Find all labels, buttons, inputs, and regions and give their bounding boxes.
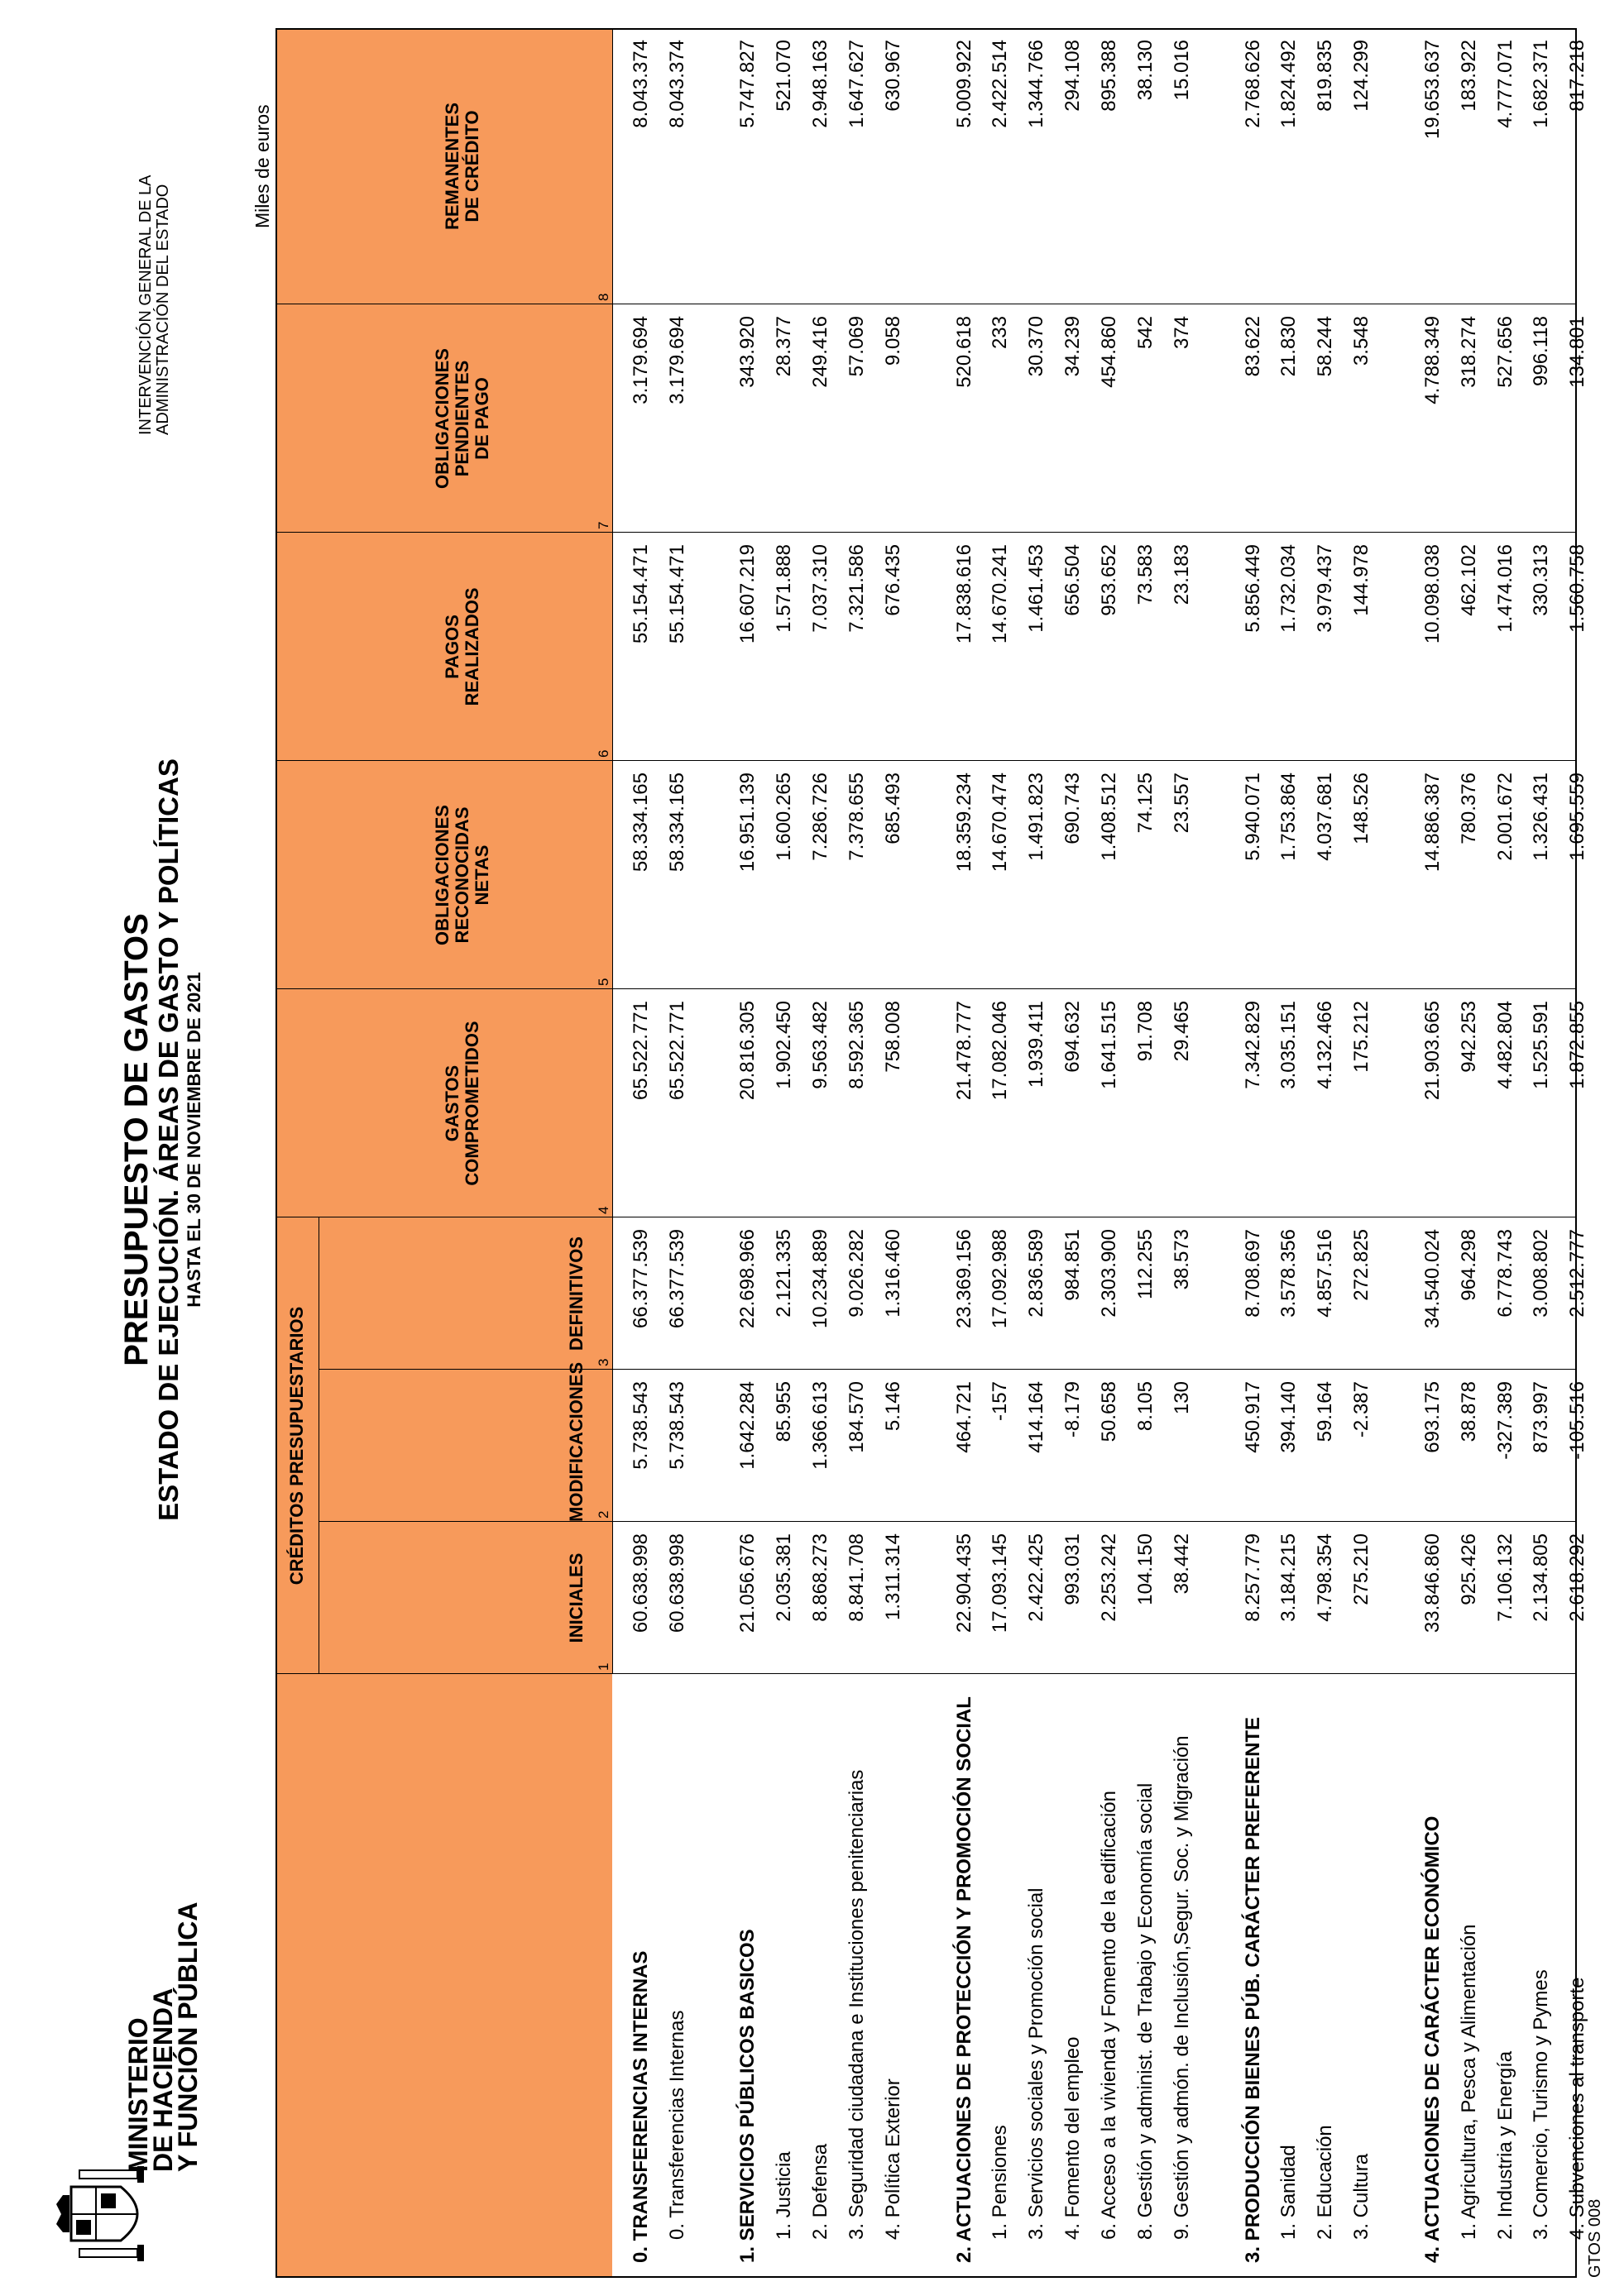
row-value-col-6: 10.098.038 [1421,544,1444,644]
row-value-col-4: 1.872.855 [1566,1001,1588,1089]
row-value-col-8: 1.344.766 [1025,40,1047,128]
row-value-col-4: 4.132.466 [1314,1001,1336,1089]
row-label: 2. ACTUACIONES DE PROTECCIÓN Y PROMOCIÓN SOCIAL [953,1696,975,2263]
row-value-col-5: 780.376 [1458,773,1480,844]
row-label: 4. Fomento del empleo [1061,2036,1084,2240]
row-value-col-1: 1.311.314 [882,1533,904,1620]
row-value-col-5: 1.753.864 [1277,773,1300,861]
row-value-col-4: 29.465 [1171,1001,1193,1062]
ministry-line-1: MINISTERIO [123,2017,153,2172]
row-value-col-5: 690.743 [1061,773,1084,844]
row-value-col-7: 4.788.349 [1421,316,1444,404]
header-pendientes-line-1: OBLIGACIONES [432,348,453,489]
table-row [1271,30,1307,2276]
row-value-col-2: 5.738.543 [666,1381,688,1470]
row-label: 3. Servicios sociales y Promoción social [1025,1887,1047,2240]
row-value-col-6: 1.461.453 [1025,544,1047,633]
row-value-col-5: 1.491.823 [1025,773,1047,861]
row-value-col-4: 20.816.305 [736,1001,759,1101]
col-number-4: 4 [596,1206,611,1214]
row-label: 4. Política Exterior [882,2078,904,2240]
row-value-col-6: 17.838.616 [953,544,975,644]
row-value-col-6: 23.183 [1171,544,1193,605]
row-value-col-7: 57.069 [846,316,868,377]
row-value-col-4: 942.253 [1458,1001,1480,1073]
row-value-col-6: 7.321.586 [846,544,868,633]
row-value-col-4: 65.522.771 [630,1001,652,1101]
row-value-col-2: 50.658 [1098,1381,1120,1442]
row-value-col-7: 21.830 [1277,316,1300,377]
row-value-col-2: 394.140 [1277,1381,1300,1453]
row-value-col-1: 3.184.215 [1277,1533,1300,1622]
row-value-col-7: 9.058 [882,316,904,366]
row-value-col-4: 21.903.665 [1421,1001,1444,1101]
row-value-col-4: 65.522.771 [666,1001,688,1101]
row-value-col-4: 8.592.365 [846,1001,868,1089]
table-row [839,30,875,2276]
row-value-col-1: 8.257.779 [1242,1533,1264,1622]
row-value-col-2: 5.146 [882,1381,904,1432]
row-value-col-5: 5.940.071 [1242,773,1264,861]
row-value-col-7: 3.179.694 [666,316,688,404]
report-subtitle: ESTADO DE EJECUCIÓN. ÁREAS DE GASTO Y POLÍTICAS [153,758,184,1521]
row-value-col-5: 1.600.265 [773,773,795,861]
row-value-col-3: 4.857.516 [1314,1229,1336,1318]
row-value-col-6: 656.504 [1061,544,1084,616]
header-iniciales: INICIALES [566,1552,587,1643]
row-value-col-2: -2.387 [1350,1381,1372,1438]
row-value-col-6: 73.583 [1134,544,1157,605]
row-label: 0. Transferencias Internas [666,2010,688,2240]
row-value-col-2: 1.366.613 [809,1381,831,1470]
row-value-col-7: 249.416 [809,316,831,388]
row-value-col-3: 17.092.988 [989,1229,1011,1329]
header-remanentes-line-1: REMANENTES [442,103,462,231]
table-row [1307,30,1344,2276]
row-value-col-2: 59.164 [1314,1381,1336,1442]
row-value-col-7: 520.618 [953,316,975,388]
table-row [1415,30,1451,2276]
row-value-col-7: 34.239 [1061,316,1084,377]
agency-line-1: INTERVENCIÓN GENERAL DE LA [137,175,155,435]
table-row [1164,30,1200,2276]
row-value-col-4: 1.902.450 [773,1001,795,1089]
row-value-col-4: 758.008 [882,1001,904,1073]
row-label: 3. Seguridad ciudadana e Instituciones penitenciarias [846,1769,868,2240]
row-value-col-5: 23.557 [1171,773,1193,834]
row-value-col-3: 34.540.024 [1421,1229,1444,1329]
row-value-col-8: 2.422.514 [989,40,1011,128]
table-row [766,30,802,2276]
row-value-col-6: 330.313 [1530,544,1552,616]
budget-table [275,28,1588,2278]
report-date: HASTA EL 30 DE NOVIEMBRE DE 2021 [184,972,204,1308]
row-value-col-4: 3.035.151 [1277,1001,1300,1089]
row-value-col-8: 2.948.163 [809,40,831,128]
row-value-col-4: 91.708 [1134,1001,1157,1062]
row-value-col-5: 1.326.431 [1530,773,1552,861]
row-value-col-2: 8.105 [1134,1381,1157,1432]
row-value-col-8: 5.009.922 [953,40,975,128]
row-value-col-1: 275.210 [1350,1533,1372,1605]
header-obligaciones-line-3: NETAS [472,844,492,906]
agency-name [137,175,172,435]
header-obligaciones [433,761,492,989]
row-value-col-7: 542 [1134,316,1157,350]
row-value-col-3: 38.573 [1171,1229,1193,1290]
row-value-col-3: 23.369.156 [953,1229,975,1329]
row-value-col-1: 17.093.145 [989,1533,1011,1634]
row-value-col-5: 1.408.512 [1098,773,1120,861]
ministry-line-2: DE HACIENDA [148,1987,178,2172]
table-row [1451,30,1487,2276]
row-value-col-8: 15.016 [1171,40,1193,101]
row-value-col-8: 294.108 [1061,40,1084,112]
row-value-col-5: 7.286.726 [809,773,831,861]
col-number-1: 1 [596,1662,611,1671]
row-value-col-1: 2.618.292 [1566,1533,1588,1622]
row-value-col-6: 676.435 [882,544,904,616]
table-row [1523,30,1559,2276]
row-label: 0. TRANSFERENCIAS INTERNAS [630,1950,652,2263]
header-pendientes [433,304,492,533]
row-value-col-2: 414.164 [1025,1381,1047,1453]
row-value-col-8: 8.043.374 [630,40,652,128]
header-remanentes [443,28,482,304]
table-row [1055,30,1091,2276]
header-pagos-line-1: PAGOS [442,615,462,679]
row-value-col-7: 996.118 [1530,316,1552,386]
row-value-col-6: 1.571.888 [773,544,795,633]
row-value-col-6: 144.978 [1350,544,1372,616]
row-value-col-8: 895.388 [1098,40,1120,112]
row-label: 6. Acceso a la vivienda y Fomento de la edificación [1098,1791,1120,2240]
row-value-col-2: -8.179 [1061,1381,1084,1438]
header-gastos-line-2: COMPROMETIDOS [462,1021,482,1186]
row-value-col-1: 21.056.676 [736,1533,759,1634]
row-value-col-8: 521.070 [773,40,795,112]
table-row [1091,30,1128,2276]
row-value-col-6: 16.607.219 [736,544,759,644]
header-pendientes-line-2: PENDIENTES [452,360,472,477]
row-label: 1. Justicia [773,2151,795,2240]
row-value-col-1: 8.841.708 [846,1533,868,1622]
row-value-col-1: 2.035.381 [773,1533,795,1622]
row-value-col-1: 2.134.805 [1530,1533,1552,1622]
row-value-col-8: 819.835 [1314,40,1336,112]
row-value-col-2: 693.175 [1421,1381,1444,1453]
units-label: Miles de euros [252,104,273,228]
row-value-col-8: 19.653.637 [1421,40,1444,140]
table-row [1235,30,1272,2276]
row-value-col-7: 83.622 [1242,316,1264,377]
row-value-col-5: 16.951.139 [736,773,759,873]
row-value-col-8: 8.043.374 [666,40,688,128]
row-value-col-8: 2.768.626 [1242,40,1264,128]
row-value-col-1: 2.422.425 [1025,1533,1047,1622]
row-value-col-7: 134.801 [1566,316,1588,388]
row-value-col-2: 85.955 [773,1381,795,1442]
row-label: 8. Gestión y administ. de Trabajo y Economía social [1134,1782,1157,2240]
row-value-col-3: 2.512.777 [1566,1229,1588,1318]
row-value-col-6: 1.560.758 [1566,544,1588,633]
row-value-col-3: 1.316.460 [882,1229,904,1318]
row-value-col-5: 58.334.165 [666,773,688,873]
row-value-col-5: 74.125 [1134,773,1157,834]
row-value-col-7: 527.656 [1494,316,1516,388]
row-value-col-4: 694.632 [1061,1001,1084,1073]
row-value-col-2: 130 [1171,1381,1193,1415]
row-value-col-2: -327.389 [1494,1381,1516,1460]
row-value-col-3: 3.008.802 [1530,1229,1552,1318]
row-value-col-4: 1.525.591 [1530,1001,1552,1089]
header-gastos-line-1: GASTOS [442,1064,462,1142]
row-value-col-3: 22.698.966 [736,1229,759,1329]
row-value-col-7: 3.548 [1350,316,1372,366]
row-value-col-6: 14.670.241 [989,544,1011,644]
col-number-2: 2 [596,1510,611,1519]
row-value-col-8: 183.922 [1458,40,1480,112]
row-value-col-3: 272.825 [1350,1229,1372,1301]
row-value-col-3: 6.778.743 [1494,1229,1516,1318]
row-value-col-3: 2.121.335 [773,1229,795,1318]
row-label: 3. Cultura [1350,2153,1372,2240]
row-value-col-8: 124.299 [1350,40,1372,112]
row-label: 3. PRODUCCIÓN BIENES PÚB. CARÁCTER PREFERENTE [1242,1716,1264,2263]
header-modificaciones: MODIFICACIONES [566,1361,587,1522]
row-value-col-4: 21.478.777 [953,1001,975,1101]
row-value-col-5: 685.493 [882,773,904,844]
table-row [730,30,766,2276]
header-pagos [443,533,482,761]
row-value-col-1: 2.253.242 [1098,1533,1120,1622]
header-remanentes-line-2: DE CRÉDITO [462,110,482,222]
col-number-8: 8 [596,293,611,301]
row-label: 2. Defensa [809,2143,831,2240]
row-value-col-5: 1.695.559 [1566,773,1588,861]
row-label: 4. Subvenciones al transporte [1566,1977,1588,2240]
row-value-col-7: 318.274 [1458,316,1480,388]
row-value-col-6: 55.154.471 [666,544,688,644]
col-number-5: 5 [596,978,611,986]
row-value-col-6: 462.102 [1458,544,1480,616]
row-value-col-2: 184.570 [846,1381,868,1453]
col-number-6: 6 [596,749,611,758]
row-value-col-2: -105.516 [1566,1381,1588,1460]
row-label: 1. SERVICIOS PÚBLICOS BASICOS [736,1929,759,2263]
row-label: 2. Educación [1314,2125,1336,2240]
row-label: 1. Pensiones [989,2125,1011,2240]
row-label: 2. Industria y Energía [1494,2050,1516,2240]
table-row [1487,30,1524,2276]
row-label: 3. Comercio, Turismo y Pymes [1530,1969,1552,2240]
row-value-col-5: 14.886.387 [1421,773,1444,873]
row-value-col-1: 925.426 [1458,1533,1480,1605]
row-label: 1. Agricultura, Pesca y Alimentación [1458,1924,1480,2240]
row-value-col-6: 3.979.437 [1314,544,1336,633]
row-value-col-7: 58.244 [1314,316,1336,377]
row-value-col-1: 8.868.273 [809,1533,831,1622]
row-value-col-5: 4.037.681 [1314,773,1336,861]
table-row [659,30,696,2276]
row-value-col-5: 18.359.234 [953,773,975,873]
row-label: 1. Sanidad [1277,2145,1300,2240]
row-value-col-6: 1.474.016 [1494,544,1516,633]
row-value-col-8: 630.967 [882,40,904,112]
row-value-col-7: 233 [989,316,1011,350]
row-value-col-1: 104.150 [1134,1533,1157,1605]
row-value-col-4: 17.082.046 [989,1001,1011,1101]
row-value-col-4: 7.342.829 [1242,1001,1264,1089]
table-row [1128,30,1164,2276]
row-value-col-7: 343.920 [736,316,759,388]
row-value-col-5: 148.526 [1350,773,1372,844]
row-value-col-6: 1.732.034 [1277,544,1300,633]
table-row [1559,30,1596,2276]
row-value-col-5: 14.670.474 [989,773,1011,873]
table-row [946,30,983,2276]
table-row [623,30,659,2276]
col-number-7: 7 [596,521,611,529]
row-value-col-4: 9.563.482 [809,1001,831,1089]
row-value-col-7: 28.377 [773,316,795,377]
row-value-col-4: 175.212 [1350,1001,1372,1073]
row-value-col-4: 4.482.804 [1494,1001,1516,1089]
row-value-col-7: 3.179.694 [630,316,652,404]
row-value-col-3: 2.836.589 [1025,1229,1047,1318]
row-value-col-5: 58.334.165 [630,773,652,873]
row-value-col-1: 60.638.998 [666,1533,688,1634]
row-value-col-4: 1.939.411 [1025,1001,1047,1088]
row-value-col-2: -157 [989,1381,1011,1422]
row-value-col-3: 66.377.539 [630,1229,652,1329]
header-gastos [443,989,482,1217]
row-value-col-3: 9.026.282 [846,1229,868,1318]
row-value-col-3: 8.708.697 [1242,1229,1264,1318]
row-value-col-1: 60.638.998 [630,1533,652,1634]
row-value-col-2: 464.721 [953,1381,975,1453]
table-row [875,30,912,2276]
row-value-col-3: 964.298 [1458,1229,1480,1301]
row-value-col-2: 1.642.284 [736,1381,759,1470]
row-value-col-6: 953.652 [1098,544,1120,616]
row-value-col-2: 450.917 [1242,1381,1264,1453]
row-value-col-8: 5.747.827 [736,40,759,128]
row-value-col-1: 7.106.132 [1494,1533,1516,1622]
table-row [802,30,839,2276]
row-value-col-3: 112.255 [1134,1229,1157,1299]
row-value-col-8: 817.218 [1566,40,1588,112]
row-value-col-8: 1.682.371 [1530,40,1552,128]
row-value-col-4: 1.641.515 [1098,1001,1120,1089]
row-value-col-7: 374 [1171,316,1193,350]
row-value-col-1: 22.904.435 [953,1533,975,1634]
row-label: 9. Gestión y admón. de Inclusión,Segur. Soc. y Migración [1171,1735,1193,2240]
col-number-3: 3 [596,1358,611,1366]
row-value-col-3: 984.851 [1061,1229,1084,1301]
row-value-col-2: 5.738.543 [630,1381,652,1470]
header-creditos: CRÉDITOS PRESUPUESTARIOS [286,1306,307,1586]
row-value-col-5: 2.001.672 [1494,773,1516,861]
row-value-col-2: 38.878 [1458,1381,1480,1442]
table-row [1344,30,1380,2276]
row-value-col-2: 873.997 [1530,1381,1552,1453]
row-value-col-6: 55.154.471 [630,544,652,644]
row-value-col-8: 4.777.071 [1494,40,1516,128]
row-value-col-3: 10.234.889 [809,1229,831,1329]
row-value-col-6: 7.037.310 [809,544,831,633]
row-value-col-3: 3.578.356 [1277,1229,1300,1318]
row-value-col-5: 7.378.655 [846,773,868,861]
header-pagos-line-2: REALIZADOS [462,587,482,706]
row-value-col-3: 66.377.539 [666,1229,688,1329]
table-row [1018,30,1055,2276]
row-value-col-1: 4.798.354 [1314,1533,1336,1622]
row-value-col-6: 5.856.449 [1242,544,1264,633]
row-label: 4. ACTUACIONES DE CARÁCTER ECONÓMICO [1421,1815,1444,2263]
row-value-col-8: 38.130 [1134,40,1157,101]
header-pendientes-line-3: DE PAGO [472,377,492,460]
row-value-col-7: 30.370 [1025,316,1047,377]
row-value-col-8: 1.824.492 [1277,40,1300,128]
row-value-col-7: 454.860 [1098,316,1120,388]
row-value-col-1: 33.846.860 [1421,1533,1444,1634]
header-obligaciones-line-1: OBLIGACIONES [432,805,453,945]
row-value-col-8: 1.647.627 [846,40,868,128]
agency-line-2: ADMINISTRACIÓN DEL ESTADO [154,184,172,435]
footer-code: GTOS 008 [1586,2198,1604,2278]
header-obligaciones-line-2: RECONOCIDAS [452,806,472,944]
report-title: PRESUPUESTO DE GASTOS [118,913,155,1366]
row-value-col-1: 993.031 [1061,1533,1084,1605]
ministry-line-3: Y FUNCIÓN PÚBLICA [173,1901,203,2172]
row-value-col-1: 38.442 [1171,1533,1193,1595]
table-row [982,30,1018,2276]
header-definitivos: DEFINITIVOS [566,1236,587,1351]
row-value-col-3: 2.303.900 [1098,1229,1120,1318]
